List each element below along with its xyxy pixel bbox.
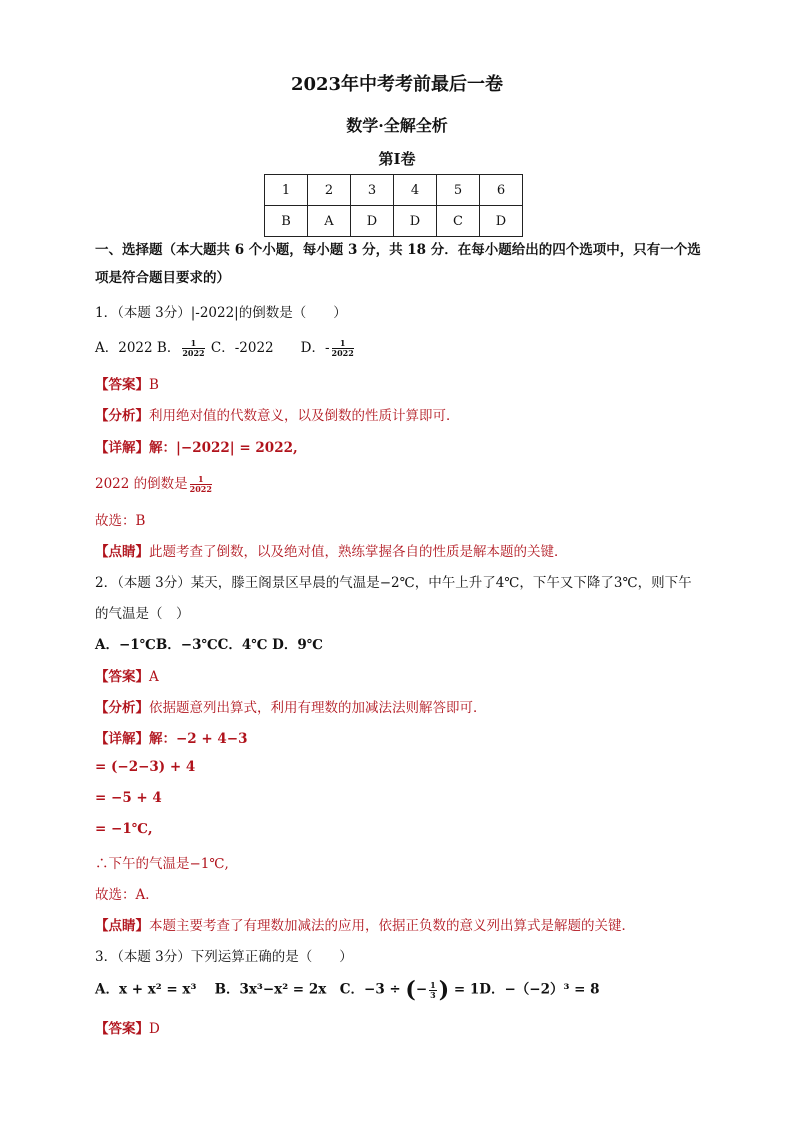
q1-answer (95, 373, 159, 393)
fraction-numerator: 1 (332, 339, 354, 349)
analysis-text: 利用绝对值的代数意义，以及倒数的性质计算即可． (149, 408, 460, 424)
q3-options: A．x + x² = x³ B．3x³−x² = 2x C．−3 ÷ (− $\frac{1}{3}$ ) = 1D．−（−2）³ = 8 (95, 977, 600, 1003)
fraction-denominator: 3 (430, 989, 436, 1000)
section-intro-line1: 一、选择题（本大题共 6 个小题，每小题 3 分，共 18 分．在每小题给出的四个选项中，只有一个选 (95, 242, 701, 258)
detail-text: 解：|−2022| = 2022, (149, 440, 298, 456)
fraction-denominator: 2022 (182, 348, 205, 358)
table-cell: 3 (351, 175, 394, 206)
q2-conclusion: ∴下午的气温是−1℃, (95, 856, 229, 872)
q3-stem: 3．（本题 3分）下列运算正确的是（ ） (95, 949, 353, 965)
q1-options (95, 336, 356, 358)
answer-tag: 【答案】 (95, 377, 149, 393)
q1-option-cd: C．-2022 D．- (210, 340, 330, 356)
table-cell: 5 (437, 175, 480, 206)
answer-table-number-row (265, 175, 523, 206)
q2-comment (95, 914, 635, 934)
q2-detail (95, 727, 248, 747)
analysis-text: 依据题意列出算式，利用有理数的加减法法则解答即可． (149, 700, 487, 716)
q2-step2: = −5 + 4 (95, 790, 162, 806)
q1-option-ab: A．2022 B． (95, 340, 181, 356)
q1-reciprocal-fraction (190, 475, 212, 494)
answer-value: A (149, 669, 159, 685)
q3-option-c-fraction (429, 981, 437, 1000)
answer-table (264, 174, 523, 237)
q1-option-d-fraction (332, 339, 354, 358)
right-paren-glyph: ) (438, 977, 450, 1003)
fraction-numerator: 1 (182, 339, 204, 349)
table-cell: 1 (265, 175, 308, 206)
table-cell: 4 (394, 175, 437, 206)
comment-text: 本题主要考查了有理数加减法的应用，依据正负数的意义列出算式是解题的关键． (149, 918, 635, 934)
answer-table-answer-row (265, 206, 523, 237)
page-title: 2023年中考考前最后一卷 (290, 74, 504, 95)
q2-step3: = −1℃, (95, 821, 153, 837)
analysis-tag: 【分析】 (95, 700, 149, 716)
q1-analysis (95, 404, 460, 424)
q3-option-abc: A．x + x² = x³ B．3x³−x² = 2x C．−3 ÷ (95, 981, 406, 998)
answer-value: D (149, 1021, 160, 1037)
comment-tag: 【点睛】 (95, 918, 149, 934)
detail-text: 解：−2 + 4−3 (149, 731, 248, 747)
fraction-numerator: 1 (190, 475, 212, 485)
q1-stem: 1．（本题 3分）|-2022|的倒数是（ ） (95, 305, 347, 321)
q1-choice: 故选：B (95, 513, 146, 529)
table-cell: D (351, 206, 394, 237)
fraction-denominator: 2022 (189, 484, 212, 494)
section-intro-line2: 项是符合题目要求的） (95, 270, 230, 286)
answer-tag: 【答案】 (95, 669, 149, 685)
q2-stem-line2: 的气温是（ ） (95, 606, 190, 622)
q2-answer (95, 665, 159, 685)
page-subtitle: 数学·全解全析 (346, 116, 448, 135)
fraction-denominator: 2022 (331, 348, 354, 358)
q1-detail-line2 (95, 472, 214, 494)
table-cell: 6 (480, 175, 523, 206)
section-heading: 第Ⅰ卷 (378, 150, 416, 168)
q2-stem-line1: 2．（本题 3分）某天，滕王阁景区早晨的气温是−2℃，中午上升了4℃，下午又下降了3℃，则下午 (95, 575, 692, 591)
table-cell: A (308, 206, 351, 237)
detail-text: 2022 的倒数是 (95, 476, 188, 492)
table-cell: 2 (308, 175, 351, 206)
q3-option-cd-rest: = 1D．−（−2）³ = 8 (449, 981, 600, 998)
answer-value: B (149, 377, 159, 393)
q1-detail (95, 436, 298, 456)
comment-text: 此题考查了倒数，以及绝对值，熟练掌握各自的性质是解本题的关键． (149, 544, 568, 560)
detail-tag: 【详解】 (95, 440, 149, 456)
table-cell: D (480, 206, 523, 237)
comment-tag: 【点睛】 (95, 544, 149, 560)
q2-choice: 故选：A． (95, 887, 159, 903)
fraction-numerator: 1 (430, 979, 436, 990)
left-paren-glyph: ( (405, 977, 416, 1003)
answer-tag: 【答案】 (95, 1021, 149, 1037)
table-cell: C (437, 206, 480, 237)
q2-step1: = (−2−3) + 4 (95, 759, 196, 775)
detail-tag: 【详解】 (95, 731, 149, 747)
q2-analysis (95, 696, 487, 716)
q3-answer (95, 1017, 160, 1037)
analysis-tag: 【分析】 (95, 408, 149, 424)
table-cell: D (394, 206, 437, 237)
q1-comment (95, 540, 568, 560)
q1-option-b-fraction (182, 339, 204, 358)
q2-options: A．−1℃B．−3℃C．4℃ D．9℃ (95, 637, 323, 653)
table-cell: B (265, 206, 308, 237)
